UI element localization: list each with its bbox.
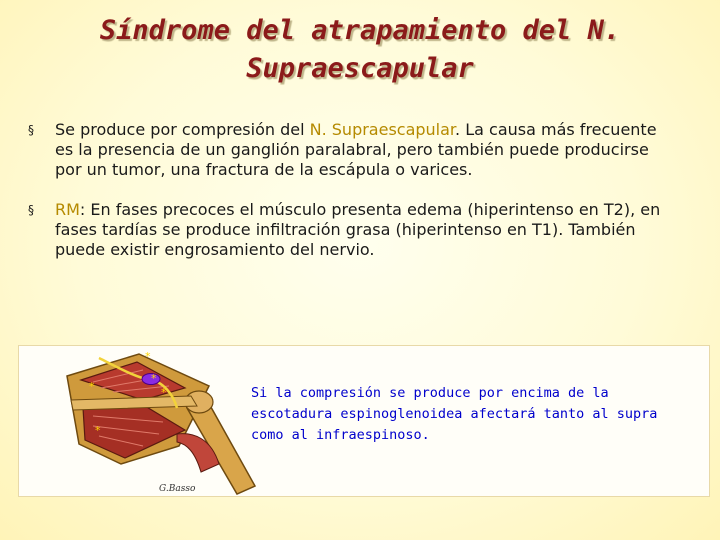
slide-title	[40, 12, 680, 88]
svg-text:*: *	[151, 372, 157, 385]
shoulder-anatomy-illustration	[59, 346, 259, 496]
svg-text:*: *	[89, 380, 95, 393]
bullet-list	[28, 120, 678, 260]
bullet-text-post: : En fases precoces el músculo presenta edema (hiperintenso en T2), en fases tardías se produce infiltración grasa (hiperintenso en T1). También puede existir engrosamiento del nervio.	[55, 200, 661, 259]
svg-text:*: *	[145, 350, 151, 363]
illustration-caption: Si la compresión se produce por encima de la escotadura espinoglenoidea afectará tanto al supra como al infraespinoso.	[251, 385, 658, 443]
bullet-marker-icon: §	[28, 123, 34, 137]
bullet-text-pre: Se produce por compresión del	[55, 120, 310, 139]
title-line-1: Síndrome del atrapamiento del N.	[99, 15, 621, 46]
bullet-highlight-rm: RM	[55, 200, 80, 219]
svg-text:*: *	[95, 424, 101, 437]
bullet-item-mri	[28, 200, 678, 260]
bullet-text-post: . La causa más frecuente es la presencia de un ganglión paralabral, pero también puede producirse por un tumor, una fractura de la escápula o varices.	[55, 120, 657, 179]
title-line-2: Supraescapular	[246, 53, 474, 84]
bullet-item-cause	[28, 120, 678, 180]
bullet-marker-icon: §	[28, 203, 34, 217]
svg-text:*: *	[161, 386, 167, 399]
illustration-panel	[18, 345, 710, 497]
bullet-highlight-nerve: N. Supraescapular	[309, 120, 456, 139]
illustration-signature: G.Basso	[159, 484, 196, 494]
